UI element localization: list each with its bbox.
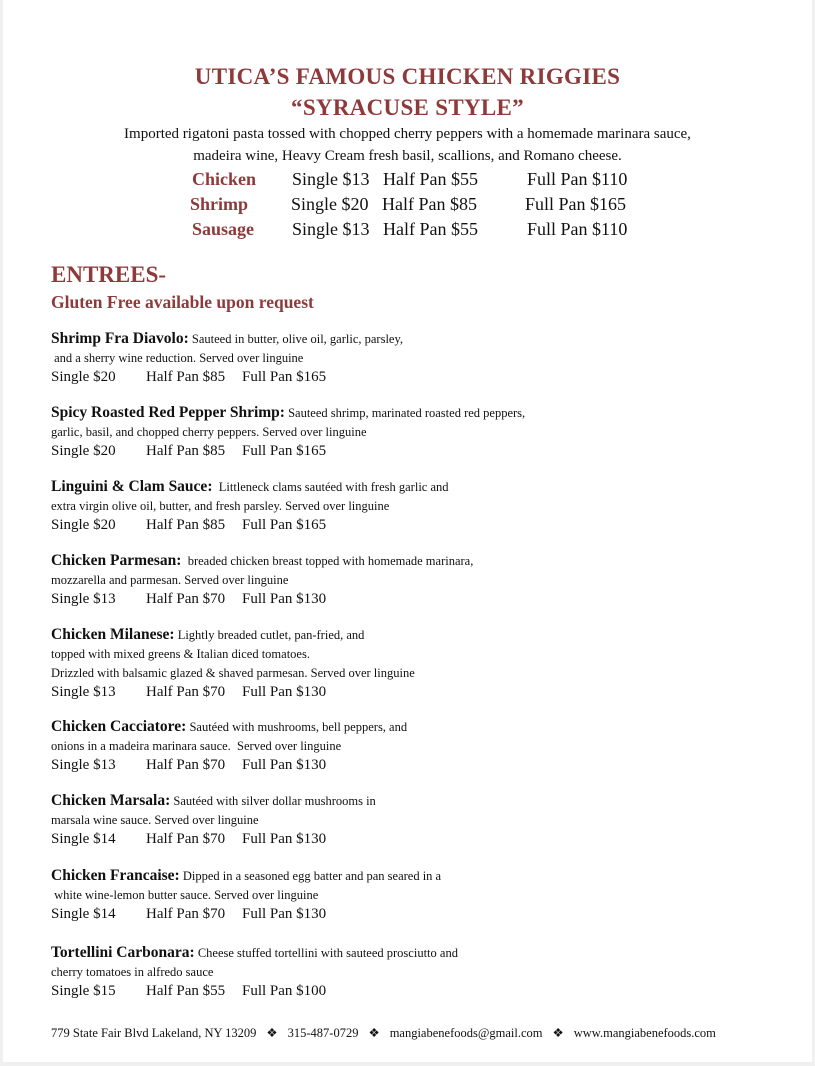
riggies-item-name: Chicken	[192, 169, 257, 189]
full-pan-price: Full Pan $130	[242, 906, 327, 922]
email-link[interactable]: mangiabenefoods@gmail.com	[389, 1026, 543, 1040]
entree-description: Lightly breaded cutlet, pan-fried, and	[177, 628, 365, 642]
single-price: Single $13	[51, 684, 116, 700]
entree-name: Chicken Marsala:	[51, 792, 171, 809]
half-pan-price: Half Pan $70	[146, 684, 226, 700]
half-pan-price: Half Pan $70	[146, 591, 226, 607]
entree-item	[51, 943, 651, 1004]
full-pan-price: Full Pan $110	[527, 169, 628, 189]
entree-description: breaded chicken breast topped with homemade marinara,	[187, 554, 474, 568]
half-pan-price: Half Pan $55	[383, 169, 478, 189]
riggies-description-line1: Imported rigatoni pasta tossed with chopped cherry peppers with a homemade marinara sauce,	[124, 126, 691, 142]
full-pan-price: Full Pan $110	[527, 219, 628, 239]
entree-item	[51, 477, 651, 538]
entree-description: mozzarella and parmesan. Served over linguine	[51, 573, 289, 587]
full-pan-price: Full Pan $165	[525, 194, 627, 214]
website-link[interactable]: www.mangiabenefoods.com	[573, 1026, 716, 1040]
entree-item	[51, 329, 651, 390]
riggies-row-sausage	[0, 219, 815, 243]
page-title: UTICA’S FAMOUS CHICKEN RIGGIES	[194, 64, 621, 89]
riggies-item-name: Sausage	[192, 219, 255, 239]
half-pan-price: Half Pan $85	[146, 443, 226, 459]
entree-description: cherry tomatoes in alfredo sauce	[51, 965, 214, 979]
riggies-description-line2: madeira wine, Heavy Cream fresh basil, scallions, and Romano cheese.	[193, 148, 622, 164]
entree-description: Sauteed in butter, olive oil, garlic, parsley,	[191, 332, 404, 346]
full-pan-price: Full Pan $165	[242, 517, 327, 533]
riggies-row-chicken	[0, 169, 815, 193]
riggies-item-name: Shrimp	[190, 194, 249, 214]
single-price: Single $14	[51, 831, 116, 847]
entree-description: extra virgin olive oil, butter, and fresh parsley. Served over linguine	[51, 499, 390, 513]
single-price: Single $13	[51, 757, 116, 773]
entree-description: Dipped in a seasoned egg batter and pan seared in a	[182, 869, 442, 883]
entrees-heading: ENTREES-	[51, 262, 167, 287]
half-pan-price: Half Pan $70	[146, 831, 226, 847]
entree-name: Linguini & Clam Sauce:	[51, 478, 213, 495]
single-price: Single $20	[51, 443, 116, 459]
entree-description: white wine-lemon butter sauce. Served over linguine	[51, 888, 319, 902]
single-price: Single $13	[292, 219, 370, 239]
diamond-separator-icon: ❖	[552, 1026, 564, 1040]
entree-item	[51, 717, 651, 778]
gluten-free-note: Gluten Free available upon request	[51, 292, 314, 312]
full-pan-price: Full Pan $165	[242, 443, 327, 459]
entree-description: topped with mixed greens & Italian diced tomatoes.	[51, 647, 310, 661]
half-pan-price: Half Pan $85	[146, 369, 226, 385]
footer-contact	[51, 1025, 791, 1041]
full-pan-price: Full Pan $130	[242, 684, 327, 700]
entree-description: Sautéed with silver dollar mushrooms in	[173, 794, 376, 808]
entree-description: Sautéed with mushrooms, bell peppers, and	[189, 720, 408, 734]
single-price: Single $20	[51, 369, 116, 385]
entree-description: Sauteed shrimp, marinated roasted red peppers,	[288, 406, 526, 420]
single-price: Single $13	[51, 591, 116, 607]
single-price: Single $20	[51, 517, 116, 533]
single-price: Single $14	[51, 906, 116, 922]
full-pan-price: Full Pan $165	[242, 369, 327, 385]
entree-name: Spicy Roasted Red Pepper Shrimp:	[51, 404, 285, 421]
entree-name: Chicken Parmesan:	[51, 552, 182, 569]
entree-item	[51, 551, 651, 612]
entree-description: Drizzled with balsamic glazed & shaved parmesan. Served over linguine	[51, 666, 415, 680]
entree-item	[51, 625, 651, 705]
full-pan-price: Full Pan $100	[242, 983, 327, 999]
entree-description: marsala wine sauce. Served over linguine	[51, 813, 259, 827]
address: 779 State Fair Blvd Lakeland, NY 13209	[51, 1026, 257, 1040]
entree-description: garlic, basil, and chopped cherry peppers. Served over linguine	[51, 425, 367, 439]
entree-name: Chicken Francaise:	[51, 867, 180, 884]
full-pan-price: Full Pan $130	[242, 831, 327, 847]
full-pan-price: Full Pan $130	[242, 591, 327, 607]
page-subtitle: “SYRACUSE STYLE”	[291, 95, 524, 120]
entree-description: onions in a madeira marinara sauce. Served over linguine	[51, 739, 342, 753]
phone-number: 315-487-0729	[287, 1026, 359, 1040]
half-pan-price: Half Pan $85	[146, 517, 226, 533]
entree-name: Chicken Milanese:	[51, 626, 175, 643]
full-pan-price: Full Pan $130	[242, 757, 327, 773]
single-price: Single $20	[291, 194, 369, 214]
diamond-separator-icon: ❖	[368, 1026, 380, 1040]
half-pan-price: Half Pan $55	[146, 983, 226, 999]
half-pan-price: Half Pan $70	[146, 906, 226, 922]
entree-name: Chicken Cacciatore:	[51, 718, 187, 735]
entree-description: Littleneck clams sautéed with fresh garlic and	[218, 480, 449, 494]
half-pan-price: Half Pan $55	[383, 219, 478, 239]
entree-name-suffix: :	[189, 944, 195, 961]
single-price: Single $13	[292, 169, 370, 189]
half-pan-price: Half Pan $85	[382, 194, 477, 214]
entree-name: Shrimp Fra Diavolo:	[51, 330, 189, 347]
entree-item	[51, 791, 651, 852]
entree-item	[51, 866, 651, 927]
entree-item	[51, 403, 651, 464]
riggies-row-shrimp	[0, 194, 815, 218]
entree-description: Cheese stuffed tortellini with sauteed prosciutto and	[197, 946, 458, 960]
diamond-separator-icon: ❖	[266, 1026, 278, 1040]
single-price: Single $15	[51, 983, 116, 999]
entree-name: Tortellini Carbonara	[51, 944, 190, 961]
entree-description: and a sherry wine reduction. Served over linguine	[51, 351, 304, 365]
half-pan-price: Half Pan $70	[146, 757, 226, 773]
